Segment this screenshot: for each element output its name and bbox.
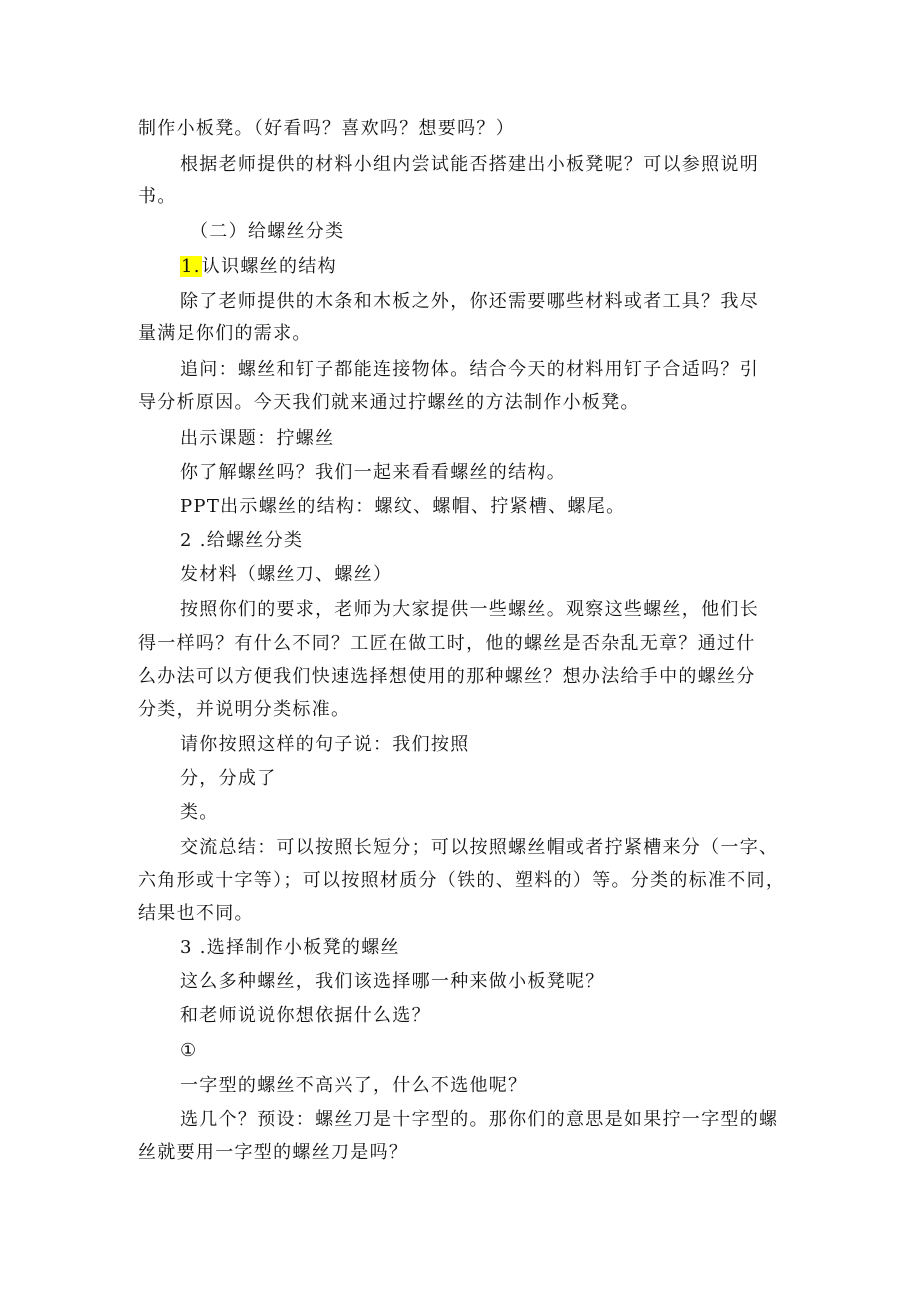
paragraph-line: 出示课题：拧螺丝 (180, 428, 335, 449)
paragraph-line: 六角形或十字等）；可以按照材质分（铁的、塑料的）等。分类的标准不同， (138, 870, 786, 891)
paragraph-line: 根据老师提供的材料小组内尝试能否搭建出小板凳呢？可以参照说明 (180, 154, 759, 175)
paragraph-line: 一字型的螺丝不高兴了，什么不选他呢？ (180, 1075, 528, 1096)
subsection-heading: 3 .选择制作小板凳的螺丝 (180, 937, 400, 958)
section-heading: （二）给螺丝分类 (190, 221, 345, 242)
highlighted-number: 1. (181, 256, 201, 277)
paragraph-line: 按照你们的要求，老师为大家提供一些螺丝。观察这些螺丝，他们长 (180, 599, 759, 620)
paragraph-line: 请你按照这样的句子说：我们按照 (180, 734, 470, 755)
paragraph-line: 你了解螺丝吗？我们一起来看看螺丝的结构。 (180, 462, 566, 483)
paragraph-line: 量满足你们的需求。 (138, 323, 312, 344)
subsection-heading: 2 .给螺丝分类 (180, 530, 304, 551)
paragraph-line: 导分析原因。今天我们就来通过拧螺丝的方法制作小板凳。 (138, 392, 640, 413)
paragraph-line: 书。 (138, 186, 177, 207)
list-marker: ① (180, 1040, 198, 1061)
paragraph-line: 交流总结：可以按照长短分；可以按照螺丝帽或者拧紧槽来分（一字、 (180, 837, 779, 858)
paragraph-line: 这么多种螺丝，我们该选择哪一种来做小板凳呢？ (180, 971, 605, 992)
paragraph-line: PPT出示螺丝的结构：螺纹、螺帽、拧紧槽、螺尾。 (180, 496, 626, 517)
paragraph-line: 么办法可以方便我们快速选择想使用的那种螺丝？想办法给手中的螺丝分 (138, 666, 756, 687)
paragraph-line: 和老师说说你想依据什么选？ (180, 1005, 431, 1026)
paragraph-line: 结果也不同。 (138, 903, 254, 924)
paragraph-line: 分，分成了 (180, 768, 277, 789)
paragraph-line: 发材料（螺丝刀、螺丝） (180, 564, 393, 585)
paragraph-line: 类。 (180, 802, 219, 823)
paragraph-line: 选几个？预设：螺丝刀是十字型的。那你们的意思是如果拧一字型的螺 (180, 1109, 779, 1130)
paragraph-line: 除了老师提供的木条和木板之外，你还需要哪些材料或者工具？我尽 (180, 291, 759, 312)
paragraph-line: 得一样吗？有什么不同？工匠在做工时，他的螺丝是否杂乱无章？通过什 (138, 633, 756, 654)
paragraph-line: 追问：螺丝和钉子都能连接物体。结合今天的材料用钉子合适吗？引 (180, 359, 759, 380)
paragraph-line: 丝就要用一字型的螺丝刀是吗？ (138, 1142, 409, 1163)
subsection-title: 认识螺丝的结构 (201, 256, 337, 277)
paragraph-line: 制作小板凳。（好看吗？喜欢吗？想要吗？） (138, 118, 515, 139)
paragraph-line: 分类，并说明分类标准。 (138, 699, 351, 720)
subsection-heading (180, 255, 337, 279)
